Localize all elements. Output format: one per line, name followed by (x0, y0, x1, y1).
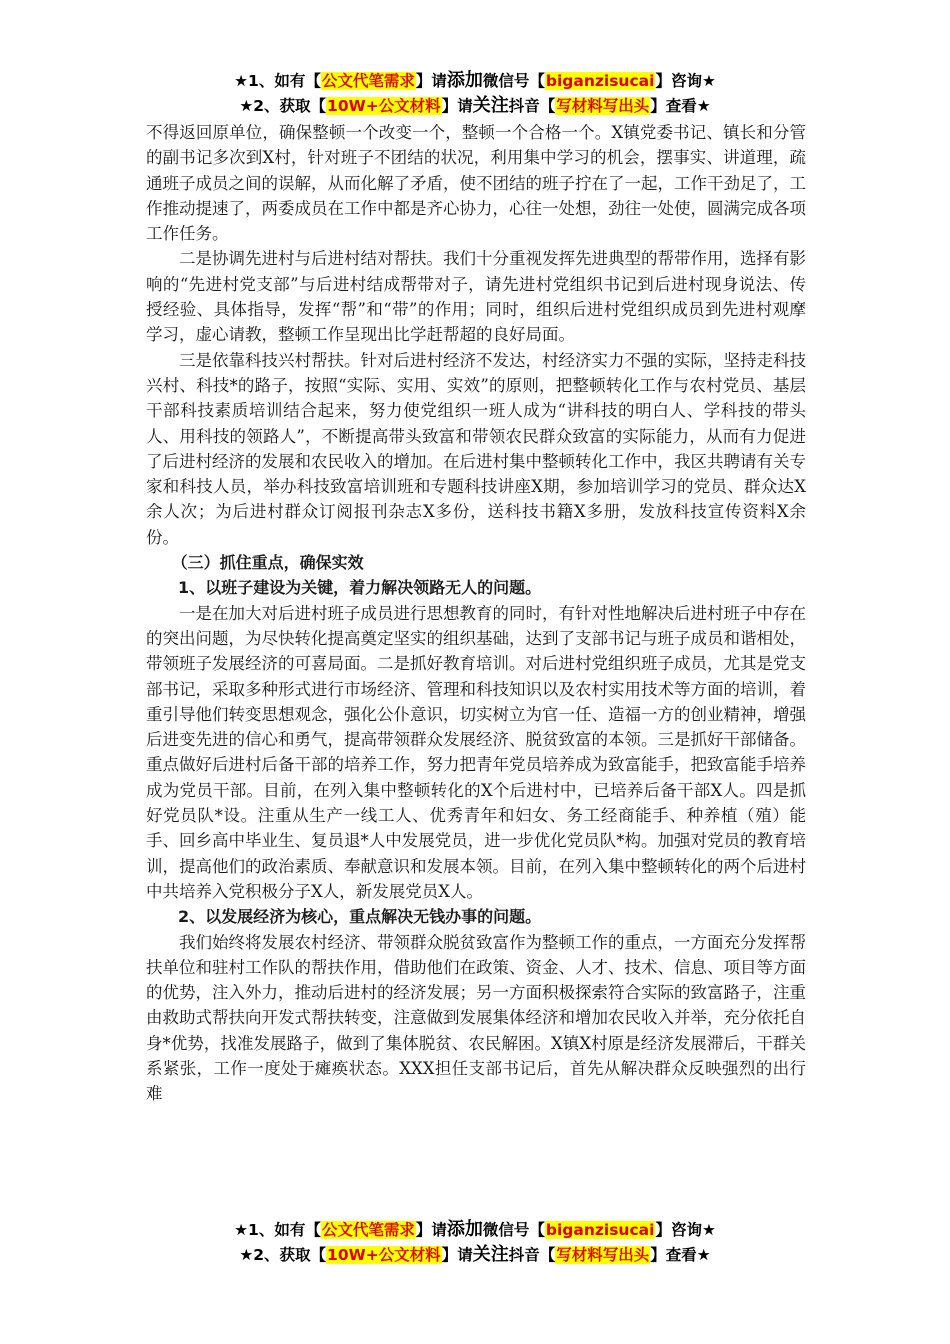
section-heading-focus: （三）抓住重点，确保实效 (171, 553, 364, 573)
header-banner-line1 (0, 69, 950, 93)
footer-banner-line1 (0, 1218, 950, 1242)
footer1-suffix: 】咨询★ (655, 1221, 716, 1239)
banner1-highlight-wechat: biganzisucai (545, 72, 655, 90)
footer2-mid1: 】请 (441, 1246, 473, 1264)
banner1-prefix: ★1、如有【 (234, 72, 321, 90)
footer2-emph: 关注 (472, 1244, 509, 1265)
footer2-highlight-douyin: 写材料写出头 (556, 1246, 650, 1264)
footer2-highlight-materials: 10W+公文材料 (327, 1246, 441, 1264)
banner1-mid1: 】请 (415, 72, 447, 90)
paragraph-pairing-support: 二是协调先进村与后进村结对帮扶。我们十分重视发挥先进典型的帮带作用，选择有影响的“先进村党支部”与后进村结成帮带对子，请先进村党组织书记到后进村现身说法、传授经验、具体指导，发挥“帮”和“带”的作用；同时，组织后进村党组织成员到先进村观摩学习，虚心请教，整顿工作呈现出比学赶帮超的良好局面。 (146, 249, 806, 345)
banner2-highlight-douyin: 写材料写出头 (556, 97, 650, 115)
banner2-mid1: 】请 (441, 97, 473, 115)
footer2-mid2: 抖音【 (508, 1246, 556, 1264)
paragraph-team-building: 一是在加大对后进村班子成员进行思想教育的同时，有针对性地解决后进村班子中存在的突出问题，为尽快转化提高奠定坚实的组织基础，达到了支部书记与班子成员和谐相处，带领班子发展经济的可喜局面。二是抓好教育培训。对后进村党组织班子成员，尤其是党支部书记，采取多种形式进行市场经济、管理和科技知识以及农村实用技术等方面的培训，着重引导他们转变思想观念，强化公仆意识，切实树立为官一任、造福一方的创业精神，增强后进变先进的信心和勇气，提高带领群众发展经济、脱贫致富的本领。三是抓好干部储备。重点做好后进村后备干部的培养工作，努力把青年党员培养成为致富能手，把致富能手培养成为党员干部。目前，在列入集中整顿转化的X个后进村中，已培养后备干部X人。四是抓好党员队*设。注重从生产一线工人、优秀青年和妇女、务工经商能手、种养植（殖）能手、回乡高中毕业生、复员退*人中发展党员，进一步优化党员队*构。加强对党员的教育培训，提高他们的政治素质、奉献意识和发展本领。目前，在列入集中整顿转化的两个后进村中共培养入党积极分子X人，新发展党员X人。 (146, 603, 806, 901)
subheading-economic-development: 2、以发展经济为核心，重点解决无钱办事的问题。 (178, 907, 542, 927)
footer1-emph: 添加 (446, 1219, 483, 1240)
banner1-highlight-service: 公文代笔需求 (321, 72, 415, 90)
banner2-emph: 关注 (472, 95, 509, 116)
banner2-suffix: 】查看★ (650, 97, 711, 115)
footer1-highlight-wechat: biganzisucai (545, 1221, 655, 1239)
banner1-emph: 添加 (446, 70, 483, 91)
paragraph-continuation: 不得返回原单位，确保整顿一个改变一个，整顿一个合格一个。X镇党委书记、镇长和分管的副书记多次到X村，针对班子不团结的状况，利用集中学习的机会，摆事实、讲道理，疏通班子成员之间的误解，从而化解了矛盾，使不团结的班子拧在了一起，工作干劲足了，工作推动提速了，两委成员在工作中都是齐心协力，心往一处想，劲往一处使，圆满完成各项工作任务。 (146, 123, 806, 244)
footer-banner-line2 (0, 1243, 950, 1267)
paragraph-technology-support: 三是依靠科技兴村帮扶。针对后进村经济不发达，村经济实力不强的实际，坚持走科技兴村、科技*的路子，按照“实际、实用、实效”的原则，把整顿转化工作与农村党员、基层干部科技素质培训结合起来，努力使党组织一班人成为“讲科技的明白人、学科技的带头人、用科技的领路人”，不断提高带头致富和带领农民群众致富的实际能力，从而有力促进了后进村经济的发展和农民收入的增加。在后进村集中整顿转化工作中，我区共聘请有关专家和科技人员，举办科技致富培训班和专题科技讲座X期，参加培训学习的党员、群众达X余人次；为后进村群众订阅报刊杂志X多份，送科技书籍X多册，发放科技宣传资料X余份。 (146, 350, 806, 547)
footer2-prefix: ★2、获取【 (239, 1246, 327, 1264)
banner1-mid2: 微信号【 (482, 72, 545, 90)
banner2-mid2: 抖音【 (508, 97, 556, 115)
subheading-team-building: 1、以班子建设为关键，着力解决领路无人的问题。 (178, 578, 542, 598)
banner2-prefix: ★2、获取【 (239, 97, 327, 115)
footer1-highlight-service: 公文代笔需求 (321, 1221, 415, 1239)
banner2-highlight-materials: 10W+公文材料 (327, 97, 441, 115)
footer1-mid1: 】请 (415, 1221, 447, 1239)
banner1-suffix: 】咨询★ (655, 72, 716, 90)
footer1-mid2: 微信号【 (482, 1221, 545, 1239)
paragraph-economic-development: 我们始终将发展农村经济、带领群众脱贫致富作为整顿工作的重点，一方面充分发挥帮扶单位和驻村工作队的帮扶作用，借助他们在政策、资金、人才、技术、信息、项目等方面的优势，注入外力，推动后进村的经济发展；另一方面积极探索符合实际的致富路子，注重由救助式帮扶向开发式帮扶转变，注意做到发展集体经济和增加农民收入并举，充分依托自身*优势，找准发展路子，做到了集体脱贫、农民解困。X镇X村原是经济发展滞后，干群关系紧张，工作一度处于瘫痪状态。XXX担任支部书记后，首先从解决群众反映强烈的出行难 (146, 932, 806, 1104)
footer1-prefix: ★1、如有【 (234, 1221, 321, 1239)
footer2-suffix: 】查看★ (650, 1246, 711, 1264)
document-body (146, 120, 806, 1107)
header-banner-line2 (0, 94, 950, 118)
